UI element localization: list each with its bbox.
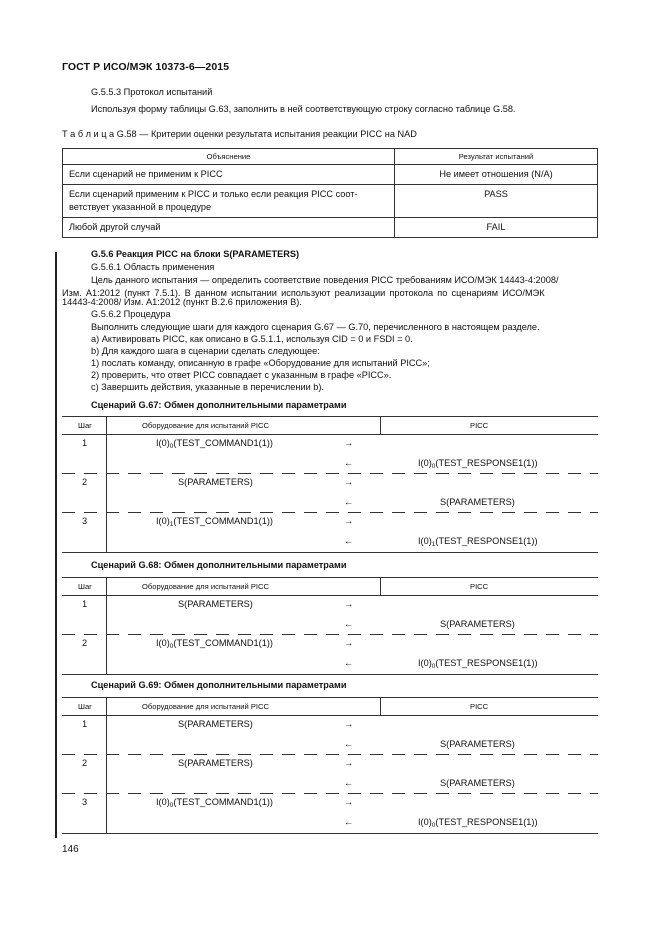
table-row [63,185,598,218]
table-row [62,814,598,834]
step-number: 1 [82,438,88,448]
arrow-right-icon: → [344,638,354,648]
scenario-title: Сценарий G.67: Обмен дополнительными параметрами [91,400,347,410]
arrow-right-icon: → [344,477,354,487]
equipment-command: S(PARAMETERS) [178,758,253,768]
table-caption-text: G.58 — Критерии оценки результата испытания реакции PICC на NAD [116,129,417,139]
scenario-table-69 [62,697,598,834]
table-row [62,794,598,814]
scenario-title: Сценарий G.69: Обмен дополнительными параметрами [91,680,347,690]
arrow-right-icon: → [344,797,354,807]
arrow-right-icon: → [344,438,354,448]
table-row [62,736,598,756]
col-step: Шаг [78,702,92,711]
list-item: с) Завершить действия, указанные в перечислении b). [91,382,324,392]
paragraph-line: Изм. А1:2012 (пункт 7.5.1). В данном испытании используют реализации протокола по сценариям ИСО/МЭК [62,288,545,298]
criteria-cell: Любой другой случай [63,218,395,238]
table-row [62,775,598,795]
picc-response: $I(0)_1(TEST\_RESPONSE1(1))$ [418,535,538,548]
table-row [62,755,598,775]
step-number: 1 [82,599,88,609]
arrow-left-icon: ← [344,618,354,629]
page-number: 146 [62,844,79,855]
step-number: 2 [82,758,88,768]
section-heading-56: G.5.6 Реакция PICC на блоки S(PARAMETERS) [91,249,300,259]
table-row [62,533,598,553]
equipment-command: S(PARAMETERS) [178,719,253,729]
equipment-command: $I(0)_0(TEST\_COMMAND1(1))$ [156,638,273,650]
table-row [62,455,598,475]
paragraph-line: 14443-4:2008/ Изм. А1:2012 (пункт В.2.6 приложения В). [62,297,302,307]
col-step: Шаг [78,582,92,591]
arrow-left-icon: ← [344,535,354,546]
table-row [62,655,598,675]
equipment-command: S(PARAMETERS) [178,477,253,487]
arrow-left-icon: ← [344,816,354,827]
table-row [63,165,598,185]
col-picc: PICC [470,582,489,591]
table-row [62,513,598,533]
table-row [62,616,598,636]
table-row [62,716,598,736]
criteria-cell-line: Если сценарий применим к PICC и только если реакция PICC соот- [69,189,358,199]
arrow-left-icon: ← [344,496,354,507]
section-text-553: Используя форму таблицы G.63, заполнить в ней соответствующую строку согласно таблице G.58. [91,104,516,114]
section-heading-553: G.5.5.3 Протокол испытаний [91,87,213,97]
step-number: 2 [82,638,88,648]
arrow-left-icon: ← [344,738,354,749]
table-row [62,494,598,514]
list-item: а) Активировать PICC, как описано в G.5.1.1, используя CID = 0 и FSDI = 0. [91,334,413,344]
criteria-cell-line: ветствует указанной в процедуре [69,202,212,212]
subsection-heading: G.5.6.2 Процедура [91,309,171,319]
equipment-command: $I(0)_0(TEST\_COMMAND1(1))$ [156,797,273,809]
arrow-right-icon: → [344,516,354,526]
col-step: Шаг [78,421,92,430]
col-equipment: Оборудование для испытаний PICC [142,582,269,591]
step-number: 2 [82,477,88,487]
step-number: 3 [82,516,88,526]
picc-response: S(PARAMETERS) [440,618,515,629]
table-row [63,218,598,238]
criteria-header-result: Результат испытаний [395,149,598,165]
list-item: 1) послать команду, описанную в графе «Оборудование для испытаний PICC»; [91,358,430,368]
table-row [62,596,598,616]
table-caption [62,129,417,139]
arrow-left-icon: ← [344,657,354,668]
equipment-command: S(PARAMETERS) [178,599,253,609]
criteria-header-explanation: Объяснение [63,149,395,165]
picc-response: $I(0)_0(TEST\_RESPONSE1(1))$ [418,457,538,470]
criteria-result: Не имеет отношения (N/A) [395,165,598,185]
table-caption-prefix: Т а б л и ц а [62,129,115,139]
table-header [62,417,598,435]
document-header: ГОСТ Р ИСО/МЭК 10373-6—2015 [62,61,230,73]
scenario-table-67 [62,416,598,553]
col-equipment: Оборудование для испытаний PICC [142,702,269,711]
picc-response: $I(0)_0(TEST\_RESPONSE1(1))$ [418,816,538,829]
picc-response: S(PARAMETERS) [440,777,515,788]
table-header [62,698,598,716]
table-row [62,474,598,494]
criteria-cell: Если сценарий не применим к PICC [63,165,395,185]
arrow-left-icon: ← [344,457,354,468]
table-header [62,578,598,596]
scenario-table-68 [62,577,598,675]
list-item: 2) проверить, что ответ PICC совпадает с указанным в графе «PICC». [91,370,392,380]
equipment-command: $I(0)_1(TEST\_COMMAND1(1))$ [156,516,273,528]
list-item: b) Для каждого шага в сценарии сделать следующее: [91,346,320,356]
arrow-right-icon: → [344,599,354,609]
table-row [62,435,598,455]
col-equipment: Оборудование для испытаний PICC [142,421,269,430]
picc-response: $I(0)_0(TEST\_RESPONSE1(1))$ [418,657,538,670]
paragraph-line: Цель данного испытания — определить соответствие поведения PICC требованиям ИСО/МЭК 14443-4:2008/ [91,275,559,285]
subsection-heading: G.5.6.1 Область применения [91,262,215,272]
criteria-result: FAIL [395,218,598,238]
change-bar [55,252,57,838]
col-picc: PICC [470,702,489,711]
criteria-table [62,148,598,238]
paragraph-line: Выполнить следующие шаги для каждого сценария G.67 — G.70, перечисленного в настоящем разделе. [91,322,540,332]
col-picc: PICC [470,421,489,430]
picc-response: S(PARAMETERS) [440,738,515,749]
scenario-title: Сценарий G.68: Обмен дополнительными параметрами [91,560,347,570]
criteria-cell [63,185,395,218]
equipment-command: $I(0)_0(TEST\_COMMAND1(1))$ [156,438,273,450]
picc-response: S(PARAMETERS) [440,496,515,507]
criteria-result: PASS [395,185,598,218]
arrow-right-icon: → [344,719,354,729]
step-number: 1 [82,719,88,729]
table-row [62,635,598,655]
arrow-left-icon: ← [344,777,354,788]
step-number: 3 [82,797,88,807]
arrow-right-icon: → [344,758,354,768]
